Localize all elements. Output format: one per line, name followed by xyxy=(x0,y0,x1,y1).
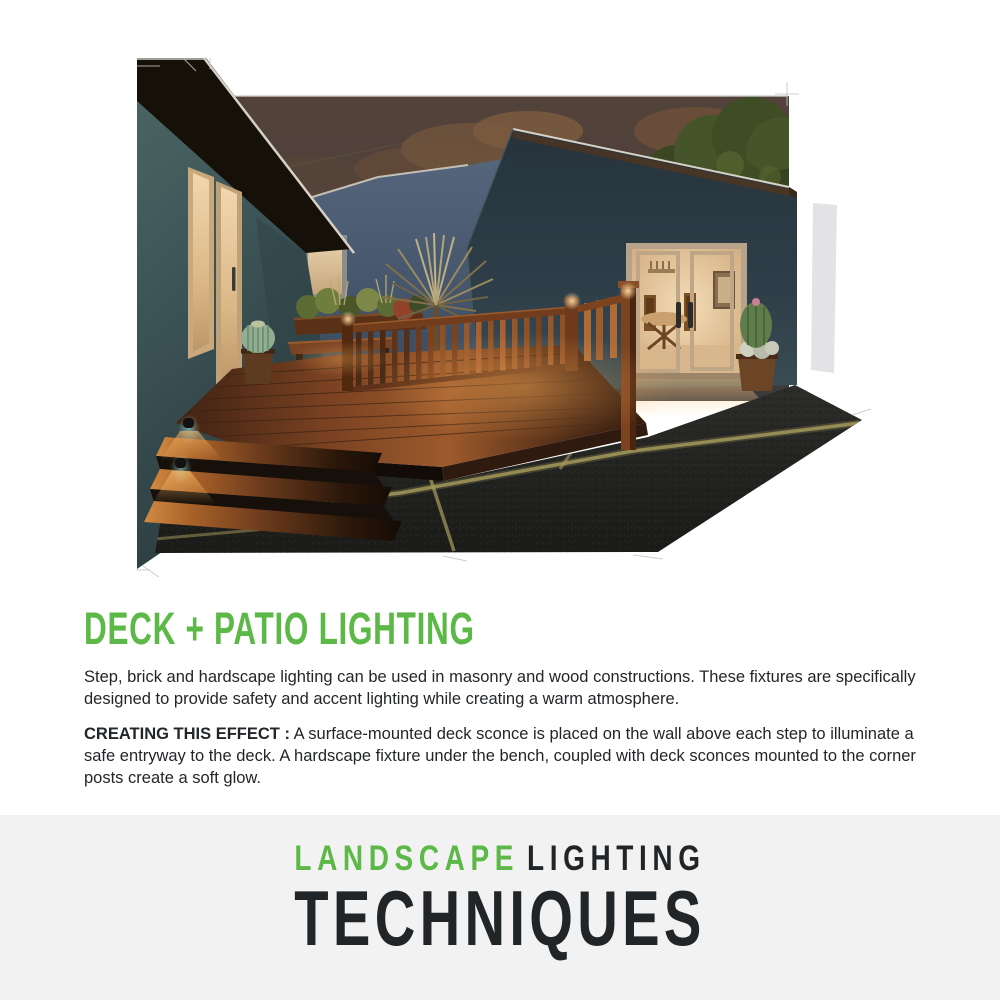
content-section xyxy=(84,603,920,790)
effect-paragraph xyxy=(84,724,920,790)
post-cap-light xyxy=(340,311,356,327)
effect-text: A surface-mounted deck sconce is placed on the wall above each step to illuminate a safe entryway to the deck. A hardscape fixture under the bench, coupled with deck sconces mounted to the corner posts create a soft glow. xyxy=(84,724,916,787)
post-cap-light xyxy=(619,282,637,300)
page-edge-shadow-panel xyxy=(811,203,837,373)
footer-title-techniques: TECHNIQUES xyxy=(294,873,706,962)
effect-label: CREATING THIS EFFECT : xyxy=(84,724,290,743)
page-title: DECK + PATIO LIGHTING xyxy=(84,603,475,654)
door-handle-right xyxy=(688,302,693,328)
footer-banner xyxy=(0,815,1000,1000)
door-handle xyxy=(232,267,236,291)
deck-scene-illustration xyxy=(136,57,871,577)
footer-word-landscape: LANDSCAPE xyxy=(294,839,520,878)
post-cap-light xyxy=(563,292,581,310)
footer-word-lighting: LIGHTING xyxy=(527,839,706,878)
intro-paragraph: Step, brick and hardscape lighting can be used in masonry and wood constructions. These fixtures are specifically designed to provide safety and accent lighting while creating a warm atmosphere. xyxy=(84,668,916,708)
door-handle-left xyxy=(676,302,681,328)
deck-scene-svg xyxy=(136,57,871,577)
under-bench-glow xyxy=(293,341,389,377)
left-cactus-planter xyxy=(241,321,275,385)
